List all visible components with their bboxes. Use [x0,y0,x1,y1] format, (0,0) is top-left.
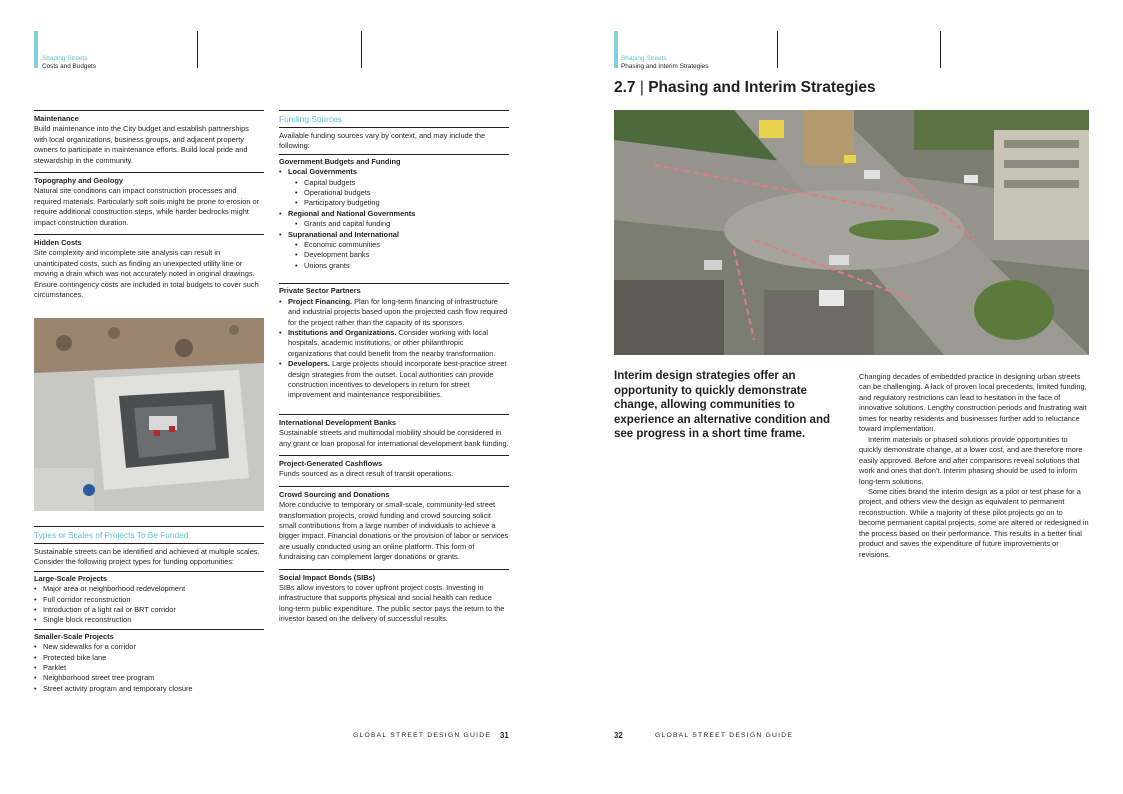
right-running-header [621,55,708,71]
block-title: Government Budgets and Funding [279,156,401,166]
list-item-label: Project Financing. [288,296,353,306]
section-heading: Funding Sources [279,114,342,124]
list-item: • Parklet [34,663,264,673]
government-list [279,167,509,271]
block-text: SIBs allow investors to cover upfront project costs. Investing in infrastructure that supports physical and social health can reduce long-term public expenditure. The public sector pays the return to the investor based on the delivery of successful results. [279,583,505,624]
text-block [279,569,509,625]
block-title: Private Sector Partners [279,286,361,296]
header-divider [197,31,198,68]
list-item [279,209,509,230]
left-running-header [42,55,96,71]
list-item-label: Supranational and International [288,229,399,239]
header-divider [940,31,941,68]
large-projects-list [34,584,264,626]
list-item-text: Plan for long-term financing of infrastructure and industrial projects based upon the projected cash flow required for the project rather than the capacity of its sponsors. [288,296,508,327]
government-funding-block [279,154,509,271]
block-title: Project-Generated Cashflows [279,458,383,468]
list-item [279,328,509,359]
paragraph: Interim materials or phased solutions provide opportunities to quickly demonstrate change, at a lower cost, and are therefore more easily approved. Before and after comparisons reveal solutions that work and ones that don’t. Interim phasing should be used to inform long-term solutions. [859,434,1083,486]
block-text: More conducive to temporary or small-scale, community-led street transformation projects, crowd funding and crowd sourcing solicit small contributions from a large number of individuals to achieve a bigger impact. Financial donations or the provision of labor or services are usually conducted using an online platform. This form of fundraising can complement larger donations or grants. [279,500,509,562]
list-item-label: Developers. [288,359,330,369]
construction-pit-photo [34,318,264,511]
block-title: Social Impact Bonds (SIBs) [279,572,376,582]
list-item: • Introduction of a light rail or BRT corridor [34,605,264,615]
list-item-label: Regional and National Governments [288,208,416,218]
block-title: Hidden Costs [34,238,82,248]
sublist-item: • Participatory budgeting [295,198,509,208]
sublist-item: • Operational budgets [295,188,509,198]
list-item: • Major area or neighborhood redevelopment [34,584,264,594]
sublist-item: • Development banks [295,250,509,260]
page-title [614,79,876,97]
block-text: Build maintenance into the City budget and establish partnerships with local organizations, business groups, and adjacent property owners to participate in maintenance efforts. Build local pride and stewardship in the community. [34,124,249,165]
header-subsection: Costs and Budgets [42,62,96,70]
text-block [279,414,509,449]
list-item-text: Consider working with local hospitals, academic institutions, or other philanthropic organizations that could benefit from the nearby transformation. [288,327,496,358]
list-title: Smaller-Scale Projects [34,631,114,641]
body-text [859,372,1091,560]
sublist-item: • Unions grants [295,261,509,271]
section-intro: Sustainable streets can be identified and achieved at multiple scales. Consider the following project types for funding opportunities: [34,547,260,567]
sublist-item: • Grants and capital funding [295,219,509,229]
title-separator: | [639,79,644,96]
list-item-label: Institutions and Organizations. [288,327,397,337]
block-text: Funds sourced as a direct result of transit operations. [279,469,454,479]
project-types-section [34,526,264,694]
left-column-1 [34,110,264,307]
text-block [279,455,509,480]
block-title: Crowd Sourcing and Donations [279,489,390,499]
list-item-label: Local Governments [288,167,357,177]
header-section: Shaping Streets [42,55,88,62]
paragraph: Some cities brand the interim design as a pilot or test phase for a project, and others view the design as equivalent to permanent reconstruction. While a majority of these pilot projects go on to become permanent capital projects, some are altered or redesigned in the process based on their performance. This results in a better final product and saves the expenditure of future improvements or revisions. [859,486,1089,559]
sublist [279,219,509,229]
list-title: Large-Scale Projects [34,573,108,583]
list-item: • Neighborhood street tree program [34,673,264,683]
text-block [34,234,264,300]
list-item: • Full corridor reconstruction [34,595,264,605]
list-item: • New sidewalks for a corridor [34,642,264,652]
header-divider [777,31,778,68]
pull-quote: Interim design strategies offer an opportunity to quickly demonstrate change, allowing communities to experience an alternative condition and see progress in a short time frame. [614,370,831,441]
block-title: International Development Banks [279,417,397,427]
sublist-item: • Capital budgets [295,178,509,188]
list-item: • Single block reconstruction [34,615,264,625]
footer-guide-title: GLOBAL STREET DESIGN GUIDE [353,732,492,739]
block-text: Natural site conditions can impact construction processes and required materials. Particularly soft soils might be prone to erosion or require additional construction steps, while harder bedrocks might impact construction duration. [34,186,260,227]
footer-guide-title: GLOBAL STREET DESIGN GUIDE [655,732,794,739]
section-heading: Types or Scales of Projects To Be Funded [34,530,189,540]
small-projects-list [34,642,264,694]
sublist-item: • Economic communities [295,240,509,250]
paragraph: Changing decades of embedded practice in designing urban streets can be challenging. A lack of proven local precedents, limited funding, and regulatory restrictions can lead to hesitation in the face of innovative solutions. Lengthy construction periods and frustrating wait times for nearby residents and businesses further add to reluctance toward implementation. [859,372,1087,434]
list-item [279,297,509,328]
header-subsection: Phasing and Interim Strategies [621,62,709,70]
block-title: Topography and Geology [34,176,123,186]
list-item: • Protected bike lane [34,653,264,663]
header-section: Shaping Streets [621,55,667,62]
sublist [279,178,509,209]
block-text: Sustainable streets and multimodal mobility should be considered in any grant or loan proposal for international development bank funding. [279,428,509,448]
header-divider [361,31,362,68]
block-title: Maintenance [34,114,79,123]
section-number: 2.7 [614,79,636,96]
section-title: Phasing and Interim Strategies [648,79,876,96]
section-intro: Available funding sources vary by context, and may include the following: [279,131,486,151]
list-item-text: Large projects should incorporate best-practice street design strategies from the outset. Local authorities can provide construction incentives to developers in return for street improvement and maintenance responsibilities. [288,359,507,400]
header-accent-bar [34,31,38,68]
text-block [34,172,264,228]
text-block [34,629,264,694]
page-number: 31 [500,731,509,740]
private-partners-list [279,297,509,401]
header-accent-bar [614,31,618,68]
list-item: • Street activity program and temporary closure [34,684,264,694]
left-column-2 [279,110,509,631]
list-item [279,230,509,272]
private-partners-block [279,283,509,400]
text-block [279,486,509,563]
list-item [279,359,509,401]
text-block [34,571,264,626]
block-text: Site complexity and incomplete site analysis can result in unanticipated costs, such as finding an unexpected utility line or moving a drain which was not accurately noted in original drawings. Ensure contingency costs are included in total budgets to cover such circumstances. [34,248,259,300]
sublist [279,240,509,271]
intersection-aerial-photo [614,110,1089,355]
text-block [34,110,264,166]
page-number: 32 [614,731,623,740]
list-item [279,167,509,209]
